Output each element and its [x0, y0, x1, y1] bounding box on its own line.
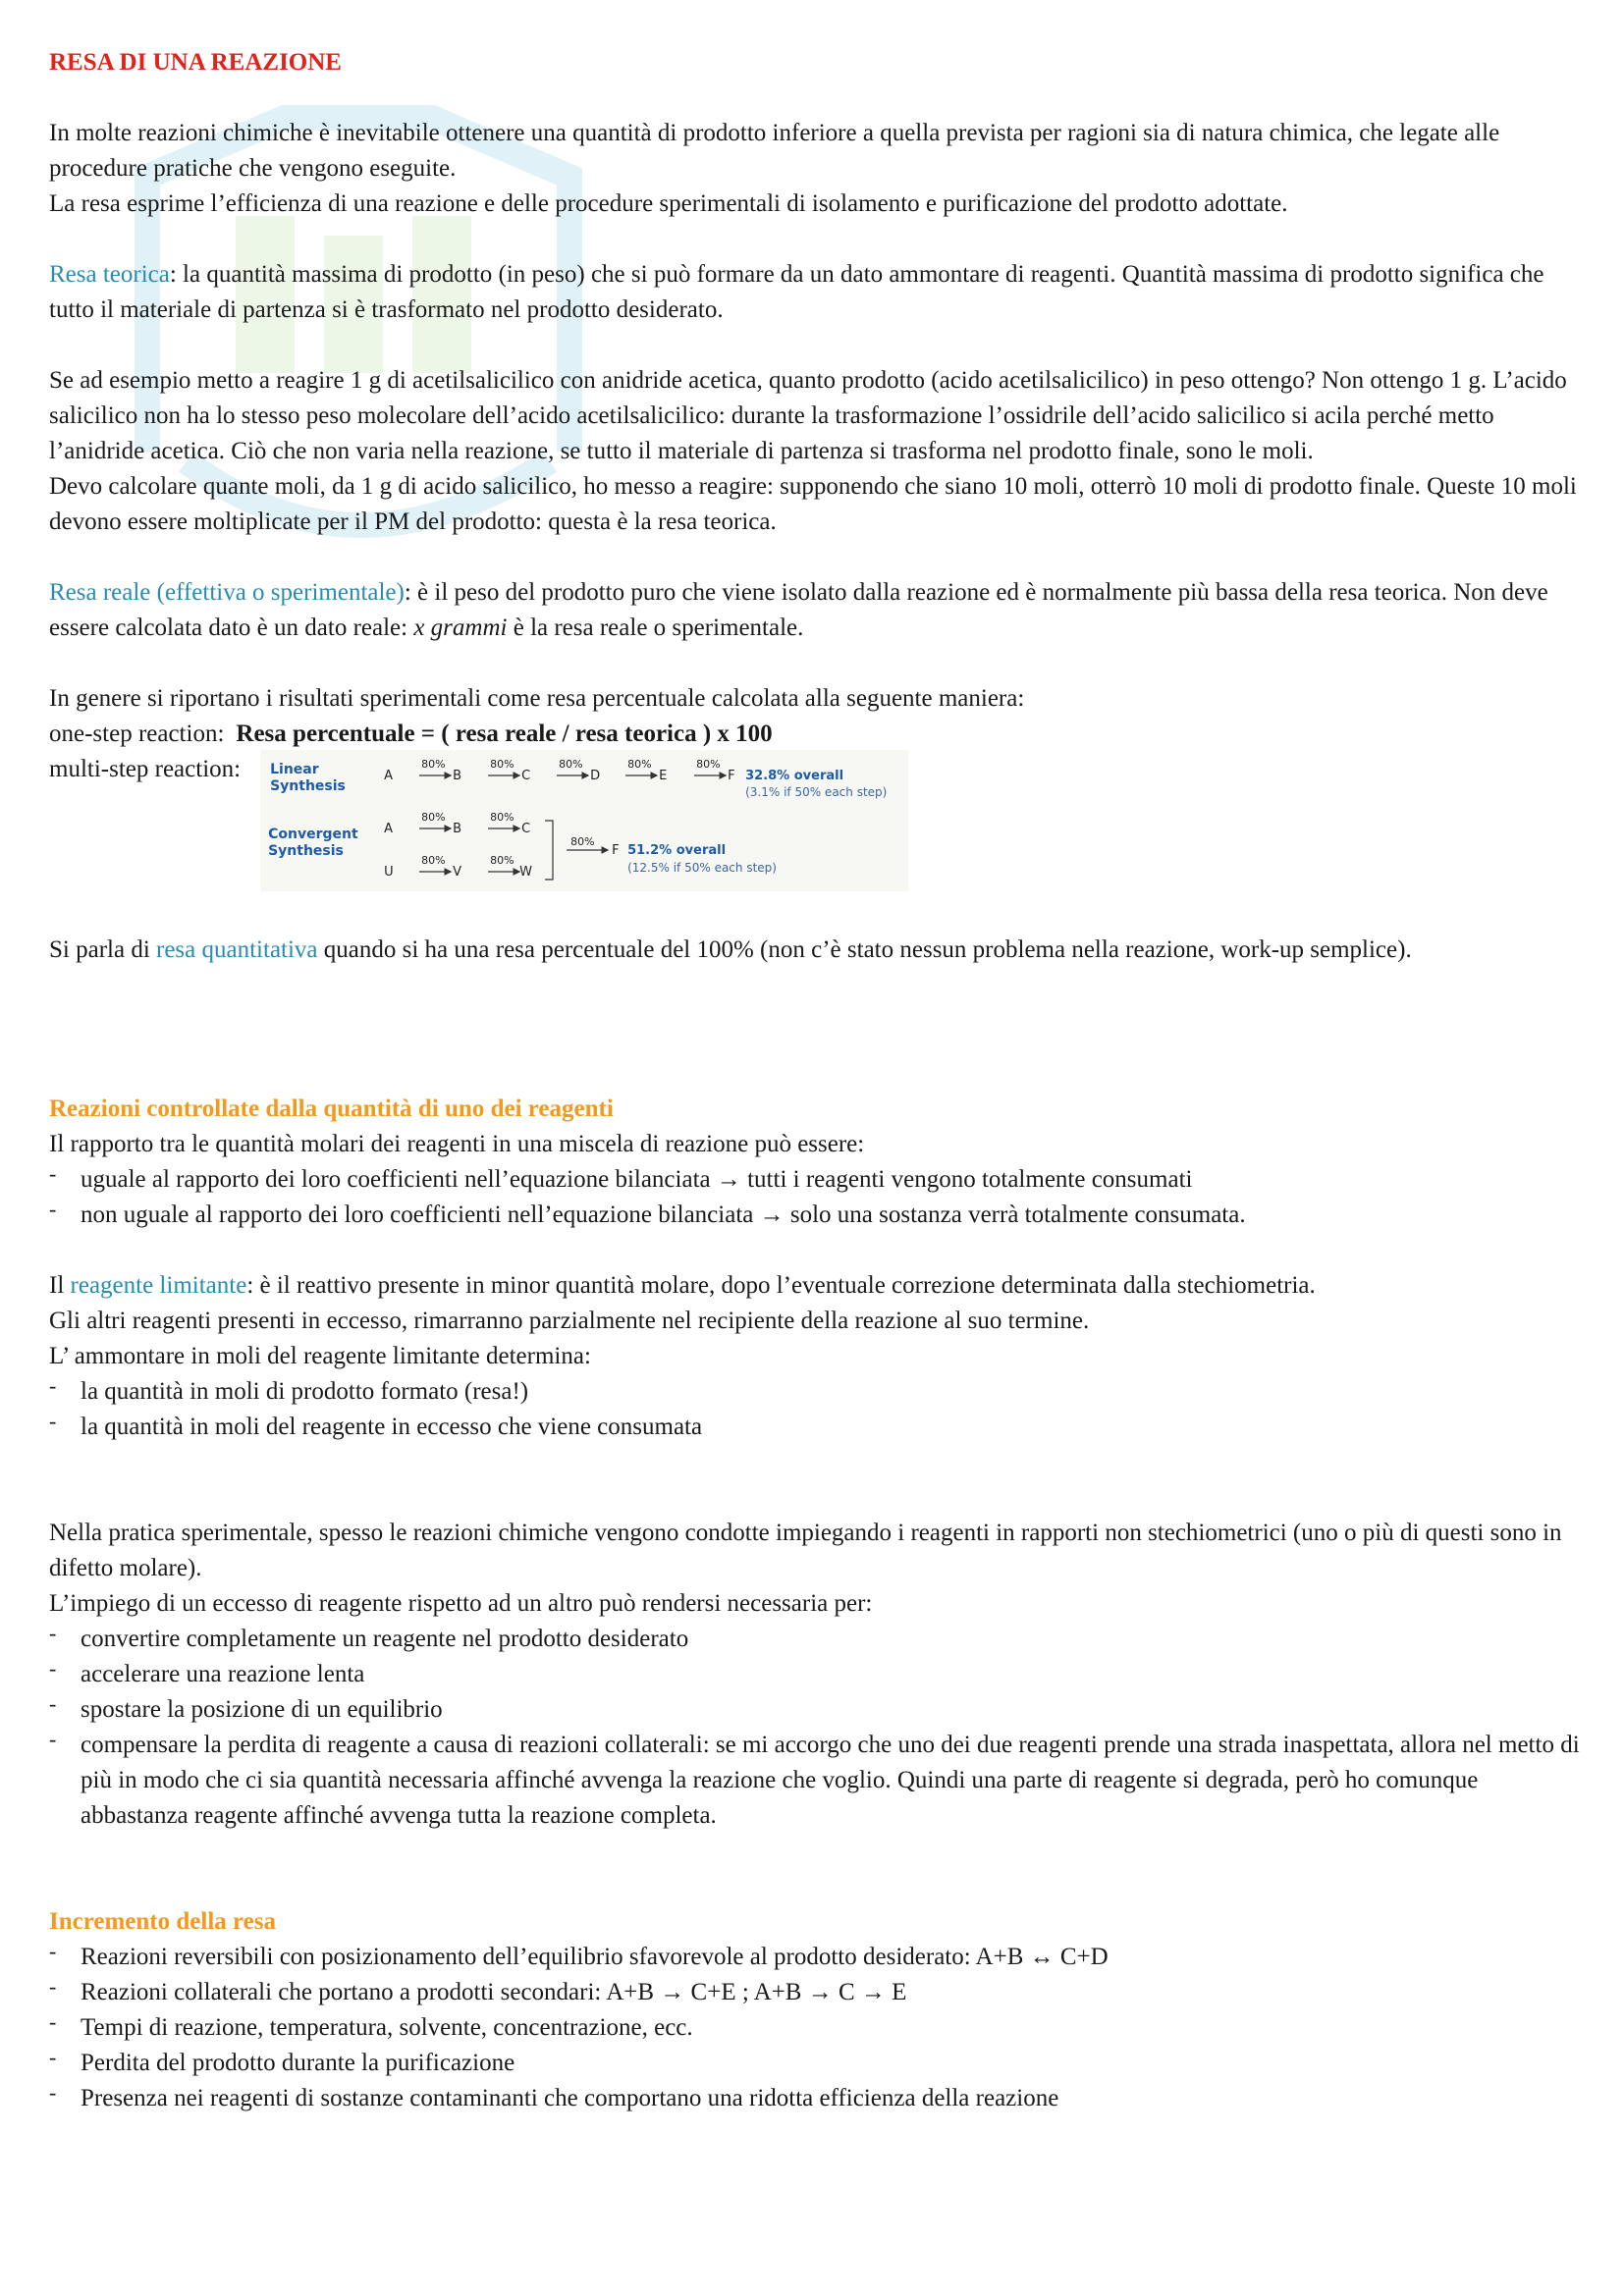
linear-pct-2: 80%	[490, 758, 514, 771]
synthesis-diagram	[260, 750, 908, 891]
list-item: - compensare la perdita di reagente a causa di reazioni collaterali: se mi accorgo che uno dei due reagenti prende una strada inaspettata, allora nel metto di più in modo che ci sia quantità necessaria affinché avvenga la reazione che voglio. Quindi una parte di reagente si degrada, però ho comunque abbastanza reagente affinché avvenga tutta la reazione completa.	[49, 1728, 1591, 1834]
esempio-paragraph-2: Devo calcolare quante moli, da 1 g di acido salicilico, ho messo a reagire: supponendo che siano 10 moli, otterrò 10 moli di prodotto finale. Queste 10 moli devono essere moltiplicate per il PM del prodotto: questa è la resa teorica.	[49, 473, 1577, 535]
esempio-paragraph-1: Se ad esempio metto a reagire 1 g di acetilsalicilico con anidride acetica, quanto prodotto (acido acetilsalicilico) in peso ottengo? Non ottengo 1 g. L’acido salicilico non ha lo stesso peso molecolare dell’acido acetilsalicilico: durante la trasformazione l’ossidrile dell’acido salicilico si acila perché metto l’anidride acetica. Ciò che non varia nella reazione, se tutto il materiale di partenza si trasforma nel prodotto finale, sono le moli.	[49, 367, 1567, 464]
linear-node-d: D	[590, 769, 601, 783]
list-item: - Presenza nei reagenti di sostanze contaminanti che comportano una ridotta efficienza della reazione	[49, 2081, 1591, 2116]
list-item: - la quantità in moli di prodotto formato (resa!)	[49, 1374, 1591, 1410]
pratica-paragraph-2: L’impiego di un eccesso di reagente rispetto ad un altro può rendersi necessaria per:	[49, 1590, 873, 1617]
conv-node-a: A	[384, 822, 393, 836]
reagenti-intro: Il rapporto tra le quantità molari dei reagenti in una miscela di reazione può essere:	[49, 1131, 865, 1157]
reagenti-list	[49, 1162, 1591, 1233]
list-item: - Reazioni reversibili con posizionamento dell’equilibrio sfavorevole al prodotto desiderato: A+B ↔ C+D	[49, 1940, 1591, 1975]
conv-node-b: B	[453, 822, 462, 836]
conv-pct-bottom-1: 80%	[421, 854, 446, 867]
list-item: - Reazioni collaterali che portano a prodotti secondari: A+B → C+E ; A+B → C → E	[49, 1975, 1591, 2010]
linear-note: (3.1% if 50% each step)	[745, 785, 888, 799]
linear-pct-1: 80%	[421, 758, 446, 771]
incremento-list	[49, 1940, 1591, 2116]
list-item: - non uguale al rapporto dei loro coefficienti nell’equazione bilanciata → solo una sostanza verrà totalmente consumata.	[49, 1198, 1591, 1233]
conv-pct-top-2: 80%	[490, 811, 514, 824]
multi-step-label: multi-step reaction:	[49, 756, 242, 782]
conv-node-u: U	[384, 865, 394, 880]
resa-reale-paragraph	[49, 575, 1591, 646]
list-item: - uguale al rapporto dei loro coefficienti nell’equazione bilanciata → tutti i reagenti vengono totalmente consumati	[49, 1162, 1591, 1198]
list-item: - spostare la posizione di un equilibrio	[49, 1692, 1591, 1728]
limitante-term: reagente limitante	[70, 1272, 247, 1299]
one-step-line	[49, 717, 1591, 752]
limitante-text-end: : è il reattivo presente in minor quantità molare, dopo l’eventuale correzione determinata dalla stechiometria.	[246, 1272, 1316, 1299]
linear-pct-5: 80%	[696, 758, 721, 771]
conv-node-c: C	[521, 822, 531, 836]
conv-node-v: V	[453, 865, 461, 880]
list-item: - la quantità in moli del reagente in eccesso che viene consumata	[49, 1410, 1591, 1445]
quantitativa-text-start: Si parla di	[49, 936, 157, 963]
list-item: - Tempi di reazione, temperatura, solvente, concentrazione, ecc.	[49, 2010, 1591, 2046]
linear-result: 32.8% overall	[745, 769, 844, 783]
linear-pct-3: 80%	[559, 758, 583, 771]
document-title: RESA DI UNA REAZIONE	[49, 49, 342, 76]
resa-reale-term: Resa reale (effettiva o sperimentale)	[49, 579, 405, 606]
convergent-label-2: Synthesis	[268, 843, 344, 859]
resa-teorica-paragraph	[49, 257, 1591, 328]
conv-note: (12.5% if 50% each step)	[627, 861, 777, 875]
list-item: - convertire completamente un reagente nel prodotto desiderato	[49, 1622, 1591, 1657]
resa-reale-text: : è il peso del prodotto puro che viene isolato dalla reazione ed è normalmente più bassa della resa teorica. Non deve essere calcolata dato è un dato reale:	[49, 579, 1548, 641]
convergent-label-1: Convergent	[268, 827, 358, 842]
document-page	[49, 45, 1591, 2116]
resa-reale-text-end: è la resa reale o sperimentale.	[507, 614, 804, 641]
quantitativa-term: resa quantitativa	[156, 936, 318, 963]
linear-node-c: C	[521, 769, 531, 783]
limitante-paragraph	[49, 1268, 1591, 1304]
limitante-paragraph-3: L’ ammontare in moli del reagente limitante determina:	[49, 1343, 591, 1369]
multi-step-line	[49, 752, 1591, 891]
conv-result: 51.2% overall	[627, 843, 727, 858]
conv-pct-top-1: 80%	[421, 811, 446, 824]
limitante-list	[49, 1374, 1591, 1445]
percentuale-intro: In genere si riportano i risultati sperimentali come resa percentuale calcolata alla seguente maniera:	[49, 685, 1025, 712]
list-item: - accelerare una reazione lenta	[49, 1657, 1591, 1692]
linear-node-f: F	[728, 769, 735, 783]
linear-node-e: E	[659, 769, 668, 783]
linear-node-b: B	[453, 769, 462, 783]
intro-paragraph-2: La resa esprime l’efficienza di una reazione e delle procedure sperimentali di isolamento e purificazione del prodotto adottate.	[49, 190, 1288, 217]
pratica-paragraph-1: Nella pratica sperimentale, spesso le reazioni chimiche vengono condotte impiegando i reagenti in rapporti non stechiometrici (uno o più di questi sono in difetto molare).	[49, 1520, 1562, 1581]
quantitativa-text-end: quando si ha una resa percentuale del 100% (non c’è stato nessun problema nella reazione, work-up semplice).	[317, 936, 1412, 963]
linear-label-1: Linear	[270, 762, 319, 777]
conv-pct-bottom-2: 80%	[490, 854, 514, 867]
resa-teorica-term: Resa teorica	[49, 261, 170, 288]
linear-node-a: A	[384, 769, 393, 783]
list-item: - Perdita del prodotto durante la purificazione	[49, 2046, 1591, 2081]
one-step-label: one-step reaction:	[49, 721, 225, 747]
intro-paragraph-1: In molte reazioni chimiche è inevitabile ottenere una quantità di prodotto inferiore a quella prevista per ragioni sia di natura chimica, che legate alle procedure pratiche che vengono eseguite.	[49, 120, 1500, 182]
conv-pct-final: 80%	[570, 835, 595, 848]
linear-label-2: Synthesis	[270, 778, 346, 794]
conv-node-f: F	[612, 843, 620, 858]
linear-pct-4: 80%	[627, 758, 652, 771]
resa-percentuale-formula: Resa percentuale = ( resa reale / resa teorica ) x 100	[236, 721, 773, 747]
limitante-text-start: Il	[49, 1272, 71, 1299]
conv-node-w: W	[519, 865, 532, 880]
resa-teorica-text: : la quantità massima di prodotto (in peso) che si può formare da un dato ammontare di reagenti. Quantità massima di prodotto significa che tutto il materiale di partenza si è trasformato nel prodotto desiderato.	[49, 261, 1544, 323]
limitante-paragraph-2: Gli altri reagenti presenti in eccesso, rimarranno parzialmente nel recipiente della reazione al suo termine.	[49, 1308, 1090, 1334]
incremento-heading: Incremento della resa	[49, 1908, 276, 1935]
resa-reale-italic: x grammi	[413, 614, 508, 641]
quantitativa-paragraph	[49, 933, 1591, 968]
pratica-list	[49, 1622, 1591, 1834]
reagenti-heading: Reazioni controllate dalla quantità di uno dei reagenti	[49, 1095, 614, 1122]
conv-bracket	[545, 821, 553, 880]
